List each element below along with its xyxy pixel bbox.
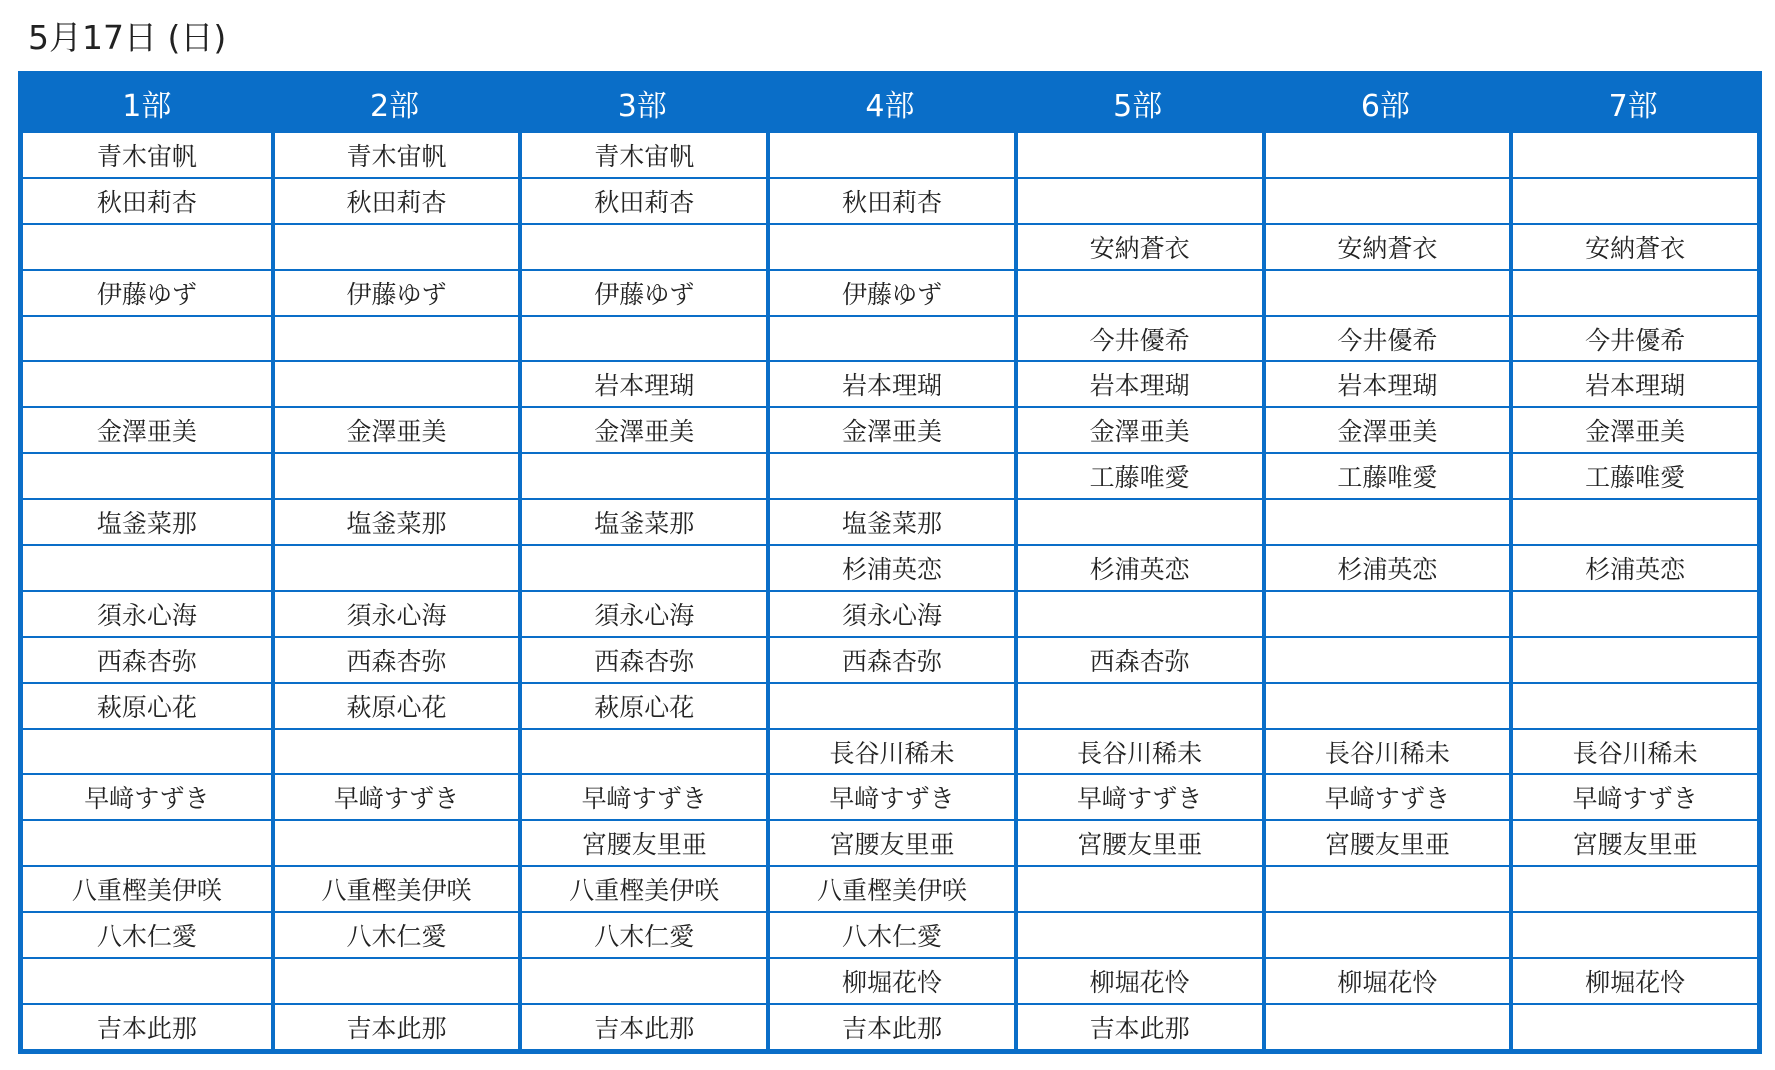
- member-cell: [271, 544, 519, 590]
- member-cell: 西森杏弥: [518, 636, 766, 682]
- member-cell: 八木仁愛: [271, 911, 519, 957]
- member-cell: 安納蒼衣: [1262, 223, 1510, 269]
- member-cell: 長谷川稀未: [1014, 728, 1262, 774]
- member-cell: 杉浦英恋: [766, 544, 1014, 590]
- member-cell: [1014, 911, 1262, 957]
- member-cell: [23, 957, 271, 1003]
- member-cell: 長谷川稀未: [1262, 728, 1510, 774]
- member-cell: 八重樫美伊咲: [518, 865, 766, 911]
- member-cell: [1014, 865, 1262, 911]
- member-cell: [271, 223, 519, 269]
- member-cell: 宮腰友里亜: [766, 819, 1014, 865]
- member-cell: 金澤亜美: [766, 406, 1014, 452]
- member-cell: 八重樫美伊咲: [271, 865, 519, 911]
- member-cell: [23, 223, 271, 269]
- member-cell: 杉浦英恋: [1014, 544, 1262, 590]
- member-cell: 宮腰友里亜: [1262, 819, 1510, 865]
- member-cell: 西森杏弥: [23, 636, 271, 682]
- member-cell: 今井優希: [1262, 315, 1510, 361]
- member-cell: 宮腰友里亜: [1014, 819, 1262, 865]
- member-cell: [1262, 269, 1510, 315]
- table-row: [23, 773, 1757, 819]
- member-cell: 早﨑すずき: [1262, 773, 1510, 819]
- member-cell: [1509, 129, 1757, 177]
- member-cell: [1014, 682, 1262, 728]
- member-cell: 柳堀花怜: [1014, 957, 1262, 1003]
- page-title: 5月17日 (日): [28, 18, 227, 57]
- member-cell: 青木宙帆: [23, 129, 271, 177]
- member-cell: [271, 957, 519, 1003]
- table-row: [23, 682, 1757, 728]
- member-cell: [766, 315, 1014, 361]
- schedule-table: [18, 71, 1762, 1054]
- member-cell: 杉浦英恋: [1262, 544, 1510, 590]
- member-cell: 塩釜菜那: [766, 498, 1014, 544]
- member-cell: [1014, 590, 1262, 636]
- table-row: [23, 819, 1757, 865]
- table-row: [23, 177, 1757, 223]
- member-cell: [23, 315, 271, 361]
- member-cell: [1262, 636, 1510, 682]
- table-row: [23, 269, 1757, 315]
- member-cell: [1509, 636, 1757, 682]
- member-cell: 早﨑すずき: [1509, 773, 1757, 819]
- member-cell: 伊藤ゆず: [518, 269, 766, 315]
- member-cell: [518, 544, 766, 590]
- member-cell: [1509, 498, 1757, 544]
- member-cell: 金澤亜美: [1262, 406, 1510, 452]
- member-cell: 金澤亜美: [23, 406, 271, 452]
- table-row: [23, 957, 1757, 1003]
- column-header-part-4: 4部: [766, 76, 1014, 129]
- member-cell: 青木宙帆: [271, 129, 519, 177]
- member-cell: 金澤亜美: [1509, 406, 1757, 452]
- member-cell: [1509, 1003, 1757, 1049]
- member-cell: 塩釜菜那: [271, 498, 519, 544]
- member-cell: 吉本此那: [766, 1003, 1014, 1049]
- member-cell: 八木仁愛: [766, 911, 1014, 957]
- table-row: [23, 911, 1757, 957]
- member-cell: [271, 452, 519, 498]
- table-row: [23, 452, 1757, 498]
- member-cell: 秋田莉杏: [766, 177, 1014, 223]
- member-cell: 吉本此那: [1014, 1003, 1262, 1049]
- member-cell: [1262, 129, 1510, 177]
- member-cell: 柳堀花怜: [1262, 957, 1510, 1003]
- member-cell: 宮腰友里亜: [518, 819, 766, 865]
- member-cell: 秋田莉杏: [518, 177, 766, 223]
- member-cell: [766, 682, 1014, 728]
- table-row: [23, 406, 1757, 452]
- member-cell: 須永心海: [518, 590, 766, 636]
- member-cell: 今井優希: [1509, 315, 1757, 361]
- member-cell: [23, 544, 271, 590]
- member-cell: [23, 360, 271, 406]
- member-cell: 西森杏弥: [766, 636, 1014, 682]
- member-cell: 八木仁愛: [23, 911, 271, 957]
- member-cell: 須永心海: [766, 590, 1014, 636]
- member-cell: 岩本理瑚: [518, 360, 766, 406]
- table-row: [23, 498, 1757, 544]
- member-cell: 須永心海: [271, 590, 519, 636]
- member-cell: 八重樫美伊咲: [766, 865, 1014, 911]
- member-cell: 西森杏弥: [271, 636, 519, 682]
- table-row: [23, 1003, 1757, 1049]
- member-cell: [1509, 590, 1757, 636]
- member-cell: 早﨑すずき: [518, 773, 766, 819]
- member-cell: [766, 223, 1014, 269]
- member-cell: [1509, 177, 1757, 223]
- member-cell: [1262, 177, 1510, 223]
- member-cell: 長谷川稀未: [766, 728, 1014, 774]
- table-row: [23, 223, 1757, 269]
- member-cell: [1509, 682, 1757, 728]
- member-cell: [23, 452, 271, 498]
- table-header: [23, 76, 1757, 129]
- member-cell: 岩本理瑚: [766, 360, 1014, 406]
- member-cell: 須永心海: [23, 590, 271, 636]
- table-row: [23, 865, 1757, 911]
- member-cell: [1014, 269, 1262, 315]
- member-cell: 吉本此那: [518, 1003, 766, 1049]
- member-cell: [518, 452, 766, 498]
- member-cell: [1509, 269, 1757, 315]
- member-cell: 早﨑すずき: [766, 773, 1014, 819]
- member-cell: [518, 223, 766, 269]
- member-cell: [518, 315, 766, 361]
- member-cell: 早﨑すずき: [23, 773, 271, 819]
- table-row: [23, 636, 1757, 682]
- member-cell: [1262, 865, 1510, 911]
- member-cell: [518, 957, 766, 1003]
- header-row: [23, 76, 1757, 129]
- member-cell: [23, 819, 271, 865]
- member-cell: [1262, 682, 1510, 728]
- table-row: [23, 360, 1757, 406]
- member-cell: 工藤唯愛: [1014, 452, 1262, 498]
- member-cell: 萩原心花: [23, 682, 271, 728]
- member-cell: 吉本此那: [23, 1003, 271, 1049]
- column-header-part-6: 6部: [1262, 76, 1510, 129]
- member-cell: [766, 452, 1014, 498]
- member-cell: 西森杏弥: [1014, 636, 1262, 682]
- member-cell: 萩原心花: [271, 682, 519, 728]
- member-cell: 杉浦英恋: [1509, 544, 1757, 590]
- table-row: [23, 590, 1757, 636]
- member-cell: [1262, 911, 1510, 957]
- column-header-part-7: 7部: [1509, 76, 1757, 129]
- table-row: [23, 544, 1757, 590]
- member-cell: [518, 728, 766, 774]
- member-cell: 岩本理瑚: [1509, 360, 1757, 406]
- member-cell: 八重樫美伊咲: [23, 865, 271, 911]
- member-cell: 早﨑すずき: [271, 773, 519, 819]
- member-cell: [1014, 129, 1262, 177]
- member-cell: 伊藤ゆず: [766, 269, 1014, 315]
- member-cell: [271, 819, 519, 865]
- member-cell: [23, 728, 271, 774]
- member-cell: 柳堀花怜: [766, 957, 1014, 1003]
- member-cell: 秋田莉杏: [271, 177, 519, 223]
- member-cell: [1014, 177, 1262, 223]
- member-cell: 塩釜菜那: [518, 498, 766, 544]
- member-cell: 金澤亜美: [271, 406, 519, 452]
- member-cell: 萩原心花: [518, 682, 766, 728]
- table-row: [23, 129, 1757, 177]
- member-cell: 秋田莉杏: [23, 177, 271, 223]
- member-cell: 今井優希: [1014, 315, 1262, 361]
- member-cell: [1014, 498, 1262, 544]
- member-cell: 吉本此那: [271, 1003, 519, 1049]
- member-cell: 長谷川稀未: [1509, 728, 1757, 774]
- member-cell: 岩本理瑚: [1262, 360, 1510, 406]
- member-cell: [1262, 590, 1510, 636]
- member-cell: [271, 315, 519, 361]
- member-cell: [1509, 865, 1757, 911]
- member-cell: 金澤亜美: [518, 406, 766, 452]
- member-cell: 岩本理瑚: [1014, 360, 1262, 406]
- table-row: [23, 728, 1757, 774]
- member-cell: 早﨑すずき: [1014, 773, 1262, 819]
- member-cell: 八木仁愛: [518, 911, 766, 957]
- member-cell: 金澤亜美: [1014, 406, 1262, 452]
- member-cell: 工藤唯愛: [1509, 452, 1757, 498]
- member-cell: [1262, 498, 1510, 544]
- column-header-part-2: 2部: [271, 76, 519, 129]
- member-cell: 伊藤ゆず: [23, 269, 271, 315]
- member-cell: 青木宙帆: [518, 129, 766, 177]
- member-cell: 安納蒼衣: [1509, 223, 1757, 269]
- member-cell: 宮腰友里亜: [1509, 819, 1757, 865]
- column-header-part-1: 1部: [23, 76, 271, 129]
- member-cell: 柳堀花怜: [1509, 957, 1757, 1003]
- member-cell: 塩釜菜那: [23, 498, 271, 544]
- column-header-part-5: 5部: [1014, 76, 1262, 129]
- member-cell: [271, 728, 519, 774]
- member-cell: 伊藤ゆず: [271, 269, 519, 315]
- member-cell: [1262, 1003, 1510, 1049]
- member-cell: [271, 360, 519, 406]
- table-body: [23, 129, 1757, 1049]
- table-row: [23, 315, 1757, 361]
- column-header-part-3: 3部: [518, 76, 766, 129]
- member-cell: 工藤唯愛: [1262, 452, 1510, 498]
- member-cell: [766, 129, 1014, 177]
- member-cell: 安納蒼衣: [1014, 223, 1262, 269]
- member-cell: [1509, 911, 1757, 957]
